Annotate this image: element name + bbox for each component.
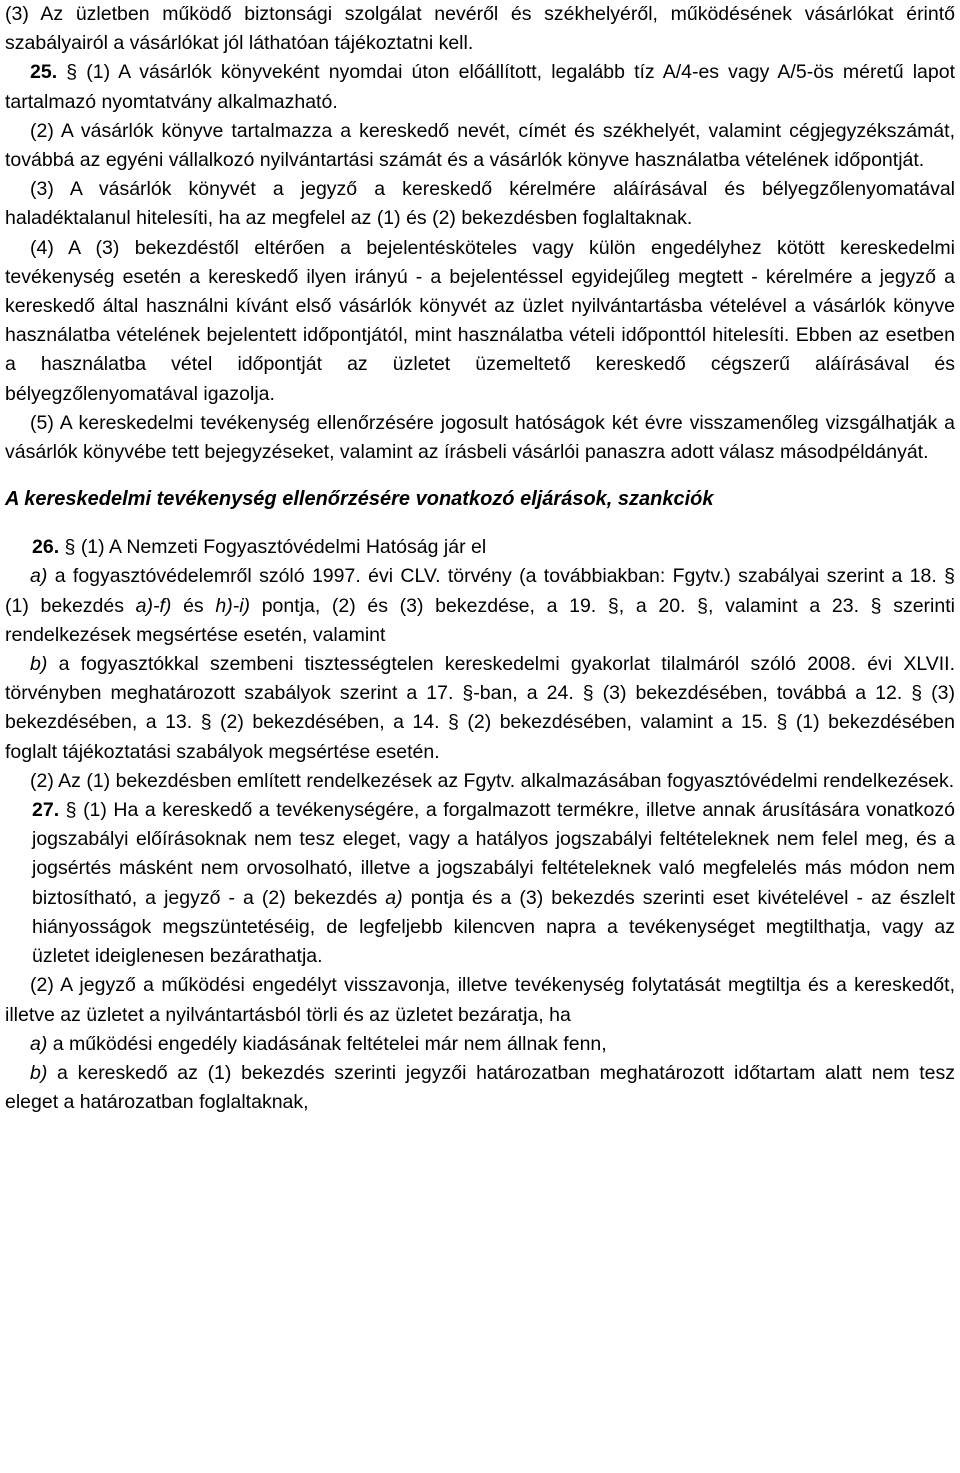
section-25-paragraph-3: (3) A vásárlók könyvét a jegyző a kereskedő kérelmére aláírásával és bélyegzőlenyomatával haladéktalanul hitelesíti, ha az megfelel az (1) és (2) bekezdésben foglaltaknak. — [5, 178, 955, 230]
point-text: (2) bekezdésében, a 14. — [220, 711, 440, 734]
section-sign: § — [66, 61, 78, 84]
section-26-point-a — [5, 562, 955, 650]
section-25-paragraph-1 — [5, 58, 955, 116]
section-25-paragraph-5: (5) A kereskedelmi tevékenység ellenőrzésére jogosult hatóságok két évre visszamenőleg vizsgálhatják a vásárlók könyvébe tett bejegyzéseket, valamint az írásbeli vásárlói panaszra adott válasz másodpéldányát. — [5, 411, 955, 464]
chapter-heading: A kereskedelmi tevékenység ellenőrzésére vonatkozó eljárások, szankciók — [5, 488, 714, 511]
paragraph-text: (1) A vásárlók könyveként nyomdai úton előállított, legalább tíz A/4-es vagy A/5-ös méretű lapot tartalmazó nyomtatvány alkalmazható. — [5, 61, 956, 113]
point-text: a fogyasztókkal szembeni tisztességtelen kereskedelmi gyakorlat tilalmáról szóló 2008. évi XLVII. törvényben meghatározott szabályok szerint a 17. — [5, 653, 955, 705]
point-label-a: a) — [30, 1032, 48, 1055]
point-ref: h)-i) — [215, 594, 251, 617]
point-text: a fogyasztóvédelemről szóló 1997. évi CLV. törvény (a továbbiakban: Fgytv.) szabályai szerint a 18. — [54, 565, 937, 588]
point-text: a működési engedély kiadásának feltételei már nem állnak fenn, — [52, 1032, 607, 1055]
point-text: -ban, a 24. — [473, 682, 574, 705]
section-27-point-b — [5, 1059, 955, 1117]
point-text: és — [183, 594, 204, 617]
point-text: (1) bekezdésében foglalt tájékoztatási szabályok megsértése esetén. — [5, 711, 955, 763]
point-text: szerinti rendelkezések megsértése esetén, valamint — [5, 594, 955, 646]
section-number-26: 26. — [32, 536, 60, 559]
point-text: (1) bekezdés — [5, 594, 124, 617]
section-number-27: 27. — [32, 799, 60, 822]
section-25-paragraph-4: (4) A (3) bekezdéstől eltérően a bejelentésköteles vagy külön engedélyhez kötött kereskedelmi tevékenység esetén a kereskedő ilyen irányú - a bejelentéssel egyidejűleg megtett - kérelmére a jegyző a kereskedő által használni kívánt első vásárlók könyvét az üzlet nyilvántartásba vételével a vásárlók könyve használatba vételének bejelentett időpontjától, mint használatba vételi időponttól hitelesíti. Ebben az esetben a használatba vétel időpontját az üzletet üzemeltető kereskedő cégszerű aláírásával és bélyegzőlenyomatával igazolja. — [5, 236, 955, 405]
section-sign: § — [697, 594, 708, 617]
paragraph-24-3: (3) Az üzletben működő biztonsági szolgálat nevéről és székhelyéről, működésének vásárlókat érintő szabályairól a vásárlókat jól láthatóan tájékoztatni kell. — [5, 3, 955, 55]
section-sign: § — [64, 536, 76, 559]
section-26-paragraph-2: (2) Az (1) bekezdésben említett rendelkezések az Fgytv. alkalmazásában fogyasztóvédelmi rendelkezések. — [30, 769, 955, 792]
section-sign: § — [776, 711, 788, 734]
paragraph-text: pontja és a (3) bekezdés szerinti eset kivételével - az észlelt hiányosságok megszüntetéséig, de legfeljebb kilencven napra a tevékenységet megtilthatja, vagy az üzletet ideiglenesen bezárathatja. — [32, 886, 955, 968]
point-text: pontja, (2) és (3) bekezdése, a 19. — [261, 594, 597, 617]
point-ref: a)-f) — [135, 594, 172, 617]
point-text: a kereskedő az (1) bekezdés szerinti jegyzői határozatban meghatározott időtartam alatt nem tesz eleget a határozatban foglaltaknak, — [5, 1061, 955, 1114]
section-sign: § — [462, 682, 474, 705]
paragraph-text: (1) A Nemzeti Fogyasztóvédelmi Hatóság jár el — [80, 536, 487, 559]
point-text: (2) bekezdésében, valamint a 15. — [467, 711, 768, 734]
point-text: , a 20. — [618, 594, 686, 617]
section-sign: § — [607, 594, 619, 617]
section-27-paragraph-2: (2) A jegyző a működési engedélyt visszavonja, illetve tevékenység folytatását megtiltja és a kereskedőt, illetve az üzletet a nyilvántartásból törli és az üzletet bezáratja, ha — [5, 974, 955, 1026]
section-sign: § — [65, 799, 77, 822]
paragraph-text: (1) Ha a kereskedő a tevékenységére, a forgalmazott termékre, illetve annak árusítására vonatkozó jogszabályi előírásoknak nem tesz eleget, vagy a hatályos jogszabályi feltételeknek nem felel meg, és a jogsértés másként nem orvosolható, illetve a jogszabályi feltételeknek való megfelelés más módon nem biztosítható, a jegyző - a (2) bekezdés — [32, 799, 955, 909]
section-26-point-b — [5, 650, 955, 767]
section-27-paragraph-1 — [32, 796, 955, 971]
section-sign: § — [200, 711, 212, 734]
section-sign: § — [448, 711, 459, 734]
section-25-paragraph-2: (2) A vásárlók könyve tartalmazza a kereskedő nevét, címét és székhelyét, valamint cégjegyzékszámát, továbbá az egyéni vállalkozó nyilvántartási számát és a vásárlók könyve használatba vételének időpontját. — [5, 119, 955, 172]
section-sign: § — [911, 682, 923, 705]
section-26-intro — [32, 533, 955, 562]
point-label-a: a) — [30, 565, 48, 588]
section-27-point-a — [5, 1030, 955, 1059]
section-sign: § — [944, 565, 956, 588]
point-text: , valamint a 23. — [708, 594, 859, 617]
point-text: (3) bekezdésében, a 13. — [5, 682, 956, 734]
point-label-b: b) — [30, 653, 48, 676]
point-text: (3) bekezdésében, továbbá a 12. — [602, 682, 903, 705]
section-sign: § — [870, 594, 882, 617]
point-label-b: b) — [30, 1061, 48, 1084]
point-ref: a) — [385, 886, 403, 909]
section-sign: § — [582, 682, 594, 705]
section-number-25: 25. — [30, 61, 58, 84]
